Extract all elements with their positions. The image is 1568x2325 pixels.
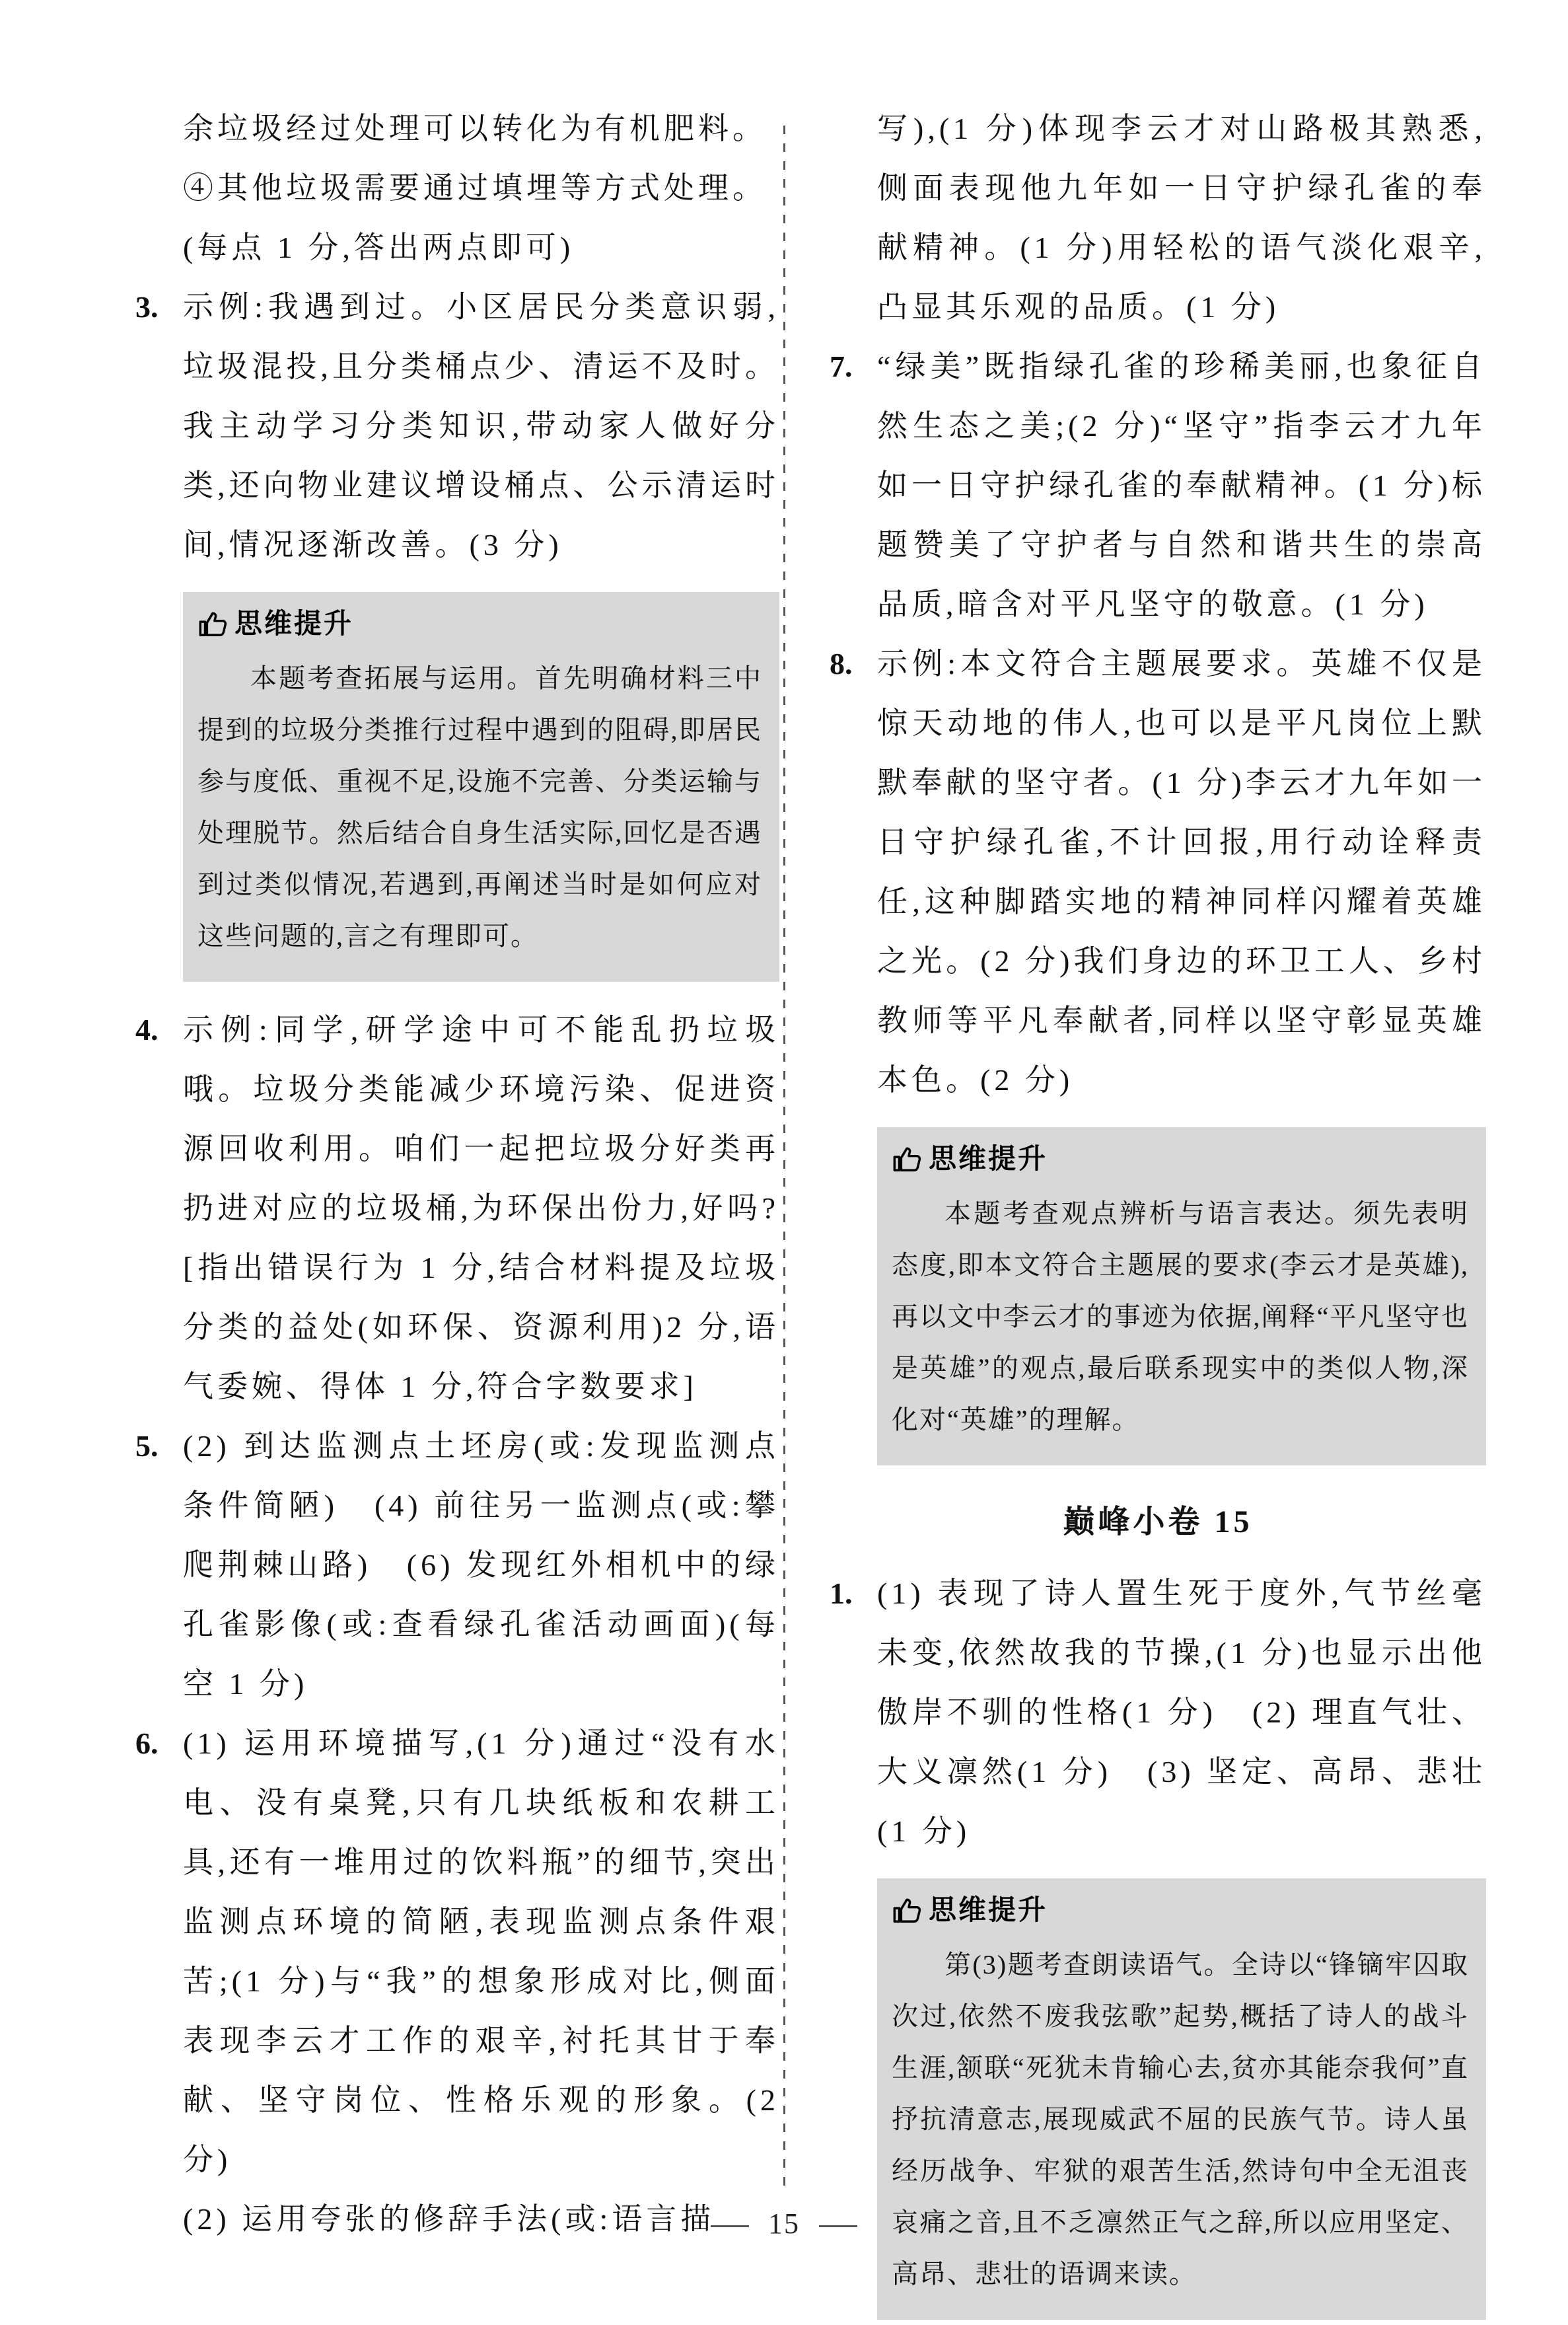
text-line: (2) 到达监测点土坯房(或:发现监测点条件简陋) (4) 前往另一监测点(或:攀爬荆棘山路) (6) 发现红外相机中的绿孔雀影像(或:查看绿孔雀活动画面)(每空 1 分): [183, 1429, 779, 1701]
item-text: [877, 99, 1486, 337]
item-text: [183, 99, 779, 277]
text-line: 示例:我遇到过。小区居民分类意识弱,垃圾混投,且分类桶点少、清运不及时。我主动学习分类知识,带动家人做好分类,还向物业建议增设桶点、公示清运时间,情况逐渐改善。(3 分): [183, 290, 779, 562]
answer-item: [135, 1714, 779, 2249]
thinking-tip-box: [877, 1878, 1486, 2320]
tip-title: 思维提升: [234, 608, 354, 639]
text-line: (1) 运用环境描写,(1 分)通过“没有水电、没有桌凳,只有几块纸板和农耕工具,还有一堆用过的饮料瓶”的细节,突出监测点环境的简陋,表现监测点条件艰苦;(1 分)与“我”的想象形成对比,侧面表现李云才工作的艰辛,衬托其甘于奉献、坚守岗位、性格乐观的形象。(2 分): [183, 1726, 779, 2176]
item-text: [183, 1000, 779, 1417]
tip-header: [892, 1140, 1469, 1177]
thumbs-up-icon: [892, 1144, 922, 1174]
footer-dash-left: —: [711, 2207, 749, 2240]
page-footer: [0, 2207, 1568, 2240]
left-column: [135, 99, 779, 2249]
page-number: 15: [768, 2207, 800, 2240]
text-line: 示例:同学,研学途中可不能乱扔垃圾哦。垃圾分类能减少环境污染、促进资源回收利用。咱们一起把垃圾分好类再扔进对应的垃圾桶,为环保出份力,好吗?[指出错误行为 1 分,结合材料提及垃圾分类的益处(如环保、资源利用)2 分,语气委婉、得体 1 分,符合字数要求]: [183, 1013, 779, 1403]
item-number: 3.: [135, 290, 159, 324]
answer-paragraph: [135, 99, 779, 277]
answer-item: [135, 277, 779, 575]
text-line: (2) 运用夸张的修辞手法(或:语言描: [183, 2202, 715, 2236]
footer-dash-right: —: [819, 2207, 857, 2240]
item-text: [183, 1714, 779, 2249]
item-text: [877, 634, 1486, 1110]
text-line: 示例:本文符合主题展要求。英雄不仅是惊天动地的伟人,也可以是平凡岗位上默默奉献的坚守者。(1 分)李云才九年如一日守护绿孔雀,不计回报,用行动诠释责任,这种脚踏实地的精神同样闪耀着英雄之光。(2 分)我们身边的环卫工人、乡村教师等平凡奉献者,同样以坚守彰显英雄本色。(2 分): [877, 647, 1486, 1097]
right-column: [830, 99, 1486, 2325]
text-line: (每点 1 分,答出两点即可): [183, 231, 575, 264]
tip-text: 第(3)题考查朗读语气。全诗以“锋镝牢囚取次过,依然不废我弦歌”起势,概括了诗人的战斗生涯,颔联“死犹未肯输心去,贫亦其能奈我何”直抒抗清意志,展现威武不屈的民族气节。诗人虽经历战争、牢狱的艰苦生活,然诗句中全无沮丧哀痛之音,且不乏凛然正气之辞,所以应用坚定、高昂、悲壮的语调来读。: [892, 1950, 1469, 2289]
item-number: 8.: [830, 647, 853, 681]
tip-title: 思维提升: [929, 1143, 1048, 1174]
tip-text: 本题考查拓展与运用。首先明确材料三中提到的垃圾分类推行过程中遇到的阻碍,即居民参与度低、重视不足,设施不完善、分类运输与处理脱节。然后结合自身生活实际,回忆是否遇到过类似情况,若遇到,再阐述当时是如何应对这些问题的,言之有理即可。: [197, 663, 762, 951]
thumbs-up-icon: [197, 609, 228, 639]
tip-text: 本题考查观点辨析与语言表达。须先表明态度,即本文符合主题展的要求(李云才是英雄),再以文中李云才的事迹为依据,阐释“平凡坚守也是英雄”的观点,最后联系现实中的类似人物,深化对“英雄”的理解。: [892, 1199, 1469, 1434]
tip-header: [892, 1892, 1469, 1929]
answer-item: [135, 1000, 779, 1417]
answer-item: [830, 1564, 1486, 1861]
item-text: [877, 337, 1486, 634]
thinking-tip-box: [183, 592, 779, 982]
item-number: 7.: [830, 350, 853, 383]
thinking-tip-box: [877, 1127, 1486, 1465]
section-heading: 巅峰小卷 15: [1063, 1504, 1253, 1539]
item-number: 1.: [830, 1576, 853, 1610]
answer-item: [830, 337, 1486, 634]
item-text: [183, 277, 779, 575]
thumbs-up-icon: [892, 1895, 922, 1925]
answer-item: [135, 1417, 779, 1714]
tip-header: [197, 605, 762, 642]
item-text: [183, 1417, 779, 1714]
text-line: ④其他垃圾需要通过填埋等方式处理。: [183, 171, 767, 205]
answer-item: [830, 634, 1486, 1110]
column-divider: [783, 126, 785, 2194]
item-number: 4.: [135, 1013, 159, 1047]
item-number: 6.: [135, 1726, 159, 1760]
text-line: 写),(1 分)体现李云才对山路极其熟悉,侧面表现他九年如一日守护绿孔雀的奉献精神。(1 分)用轻松的语气淡化艰辛,凸显其乐观的品质。(1 分): [877, 112, 1486, 324]
item-text: [877, 1564, 1486, 1861]
tip-title: 思维提升: [929, 1894, 1048, 1925]
answer-paragraph: [830, 99, 1486, 337]
item-number: 5.: [135, 1429, 159, 1463]
text-line: 余垃圾经过处理可以转化为有机肥料。: [183, 112, 767, 145]
text-line: (1) 表现了诗人置生死于度外,气节丝毫未变,依然故我的节操,(1 分)也显示出他傲岸不驯的性格(1 分) (2) 理直气壮、大义凛然(1 分) (3) 坚定、高昂、悲壮(1 分): [877, 1576, 1486, 1848]
text-line: “绿美”既指绿孔雀的珍稀美丽,也象征自然生态之美;(2 分)“坚守”指李云才九年如一日守护绿孔雀的奉献精神。(1 分)标题赞美了守护者与自然和谐共生的崇高品质,暗含对平凡坚守的敬意。(1 分): [877, 350, 1486, 621]
